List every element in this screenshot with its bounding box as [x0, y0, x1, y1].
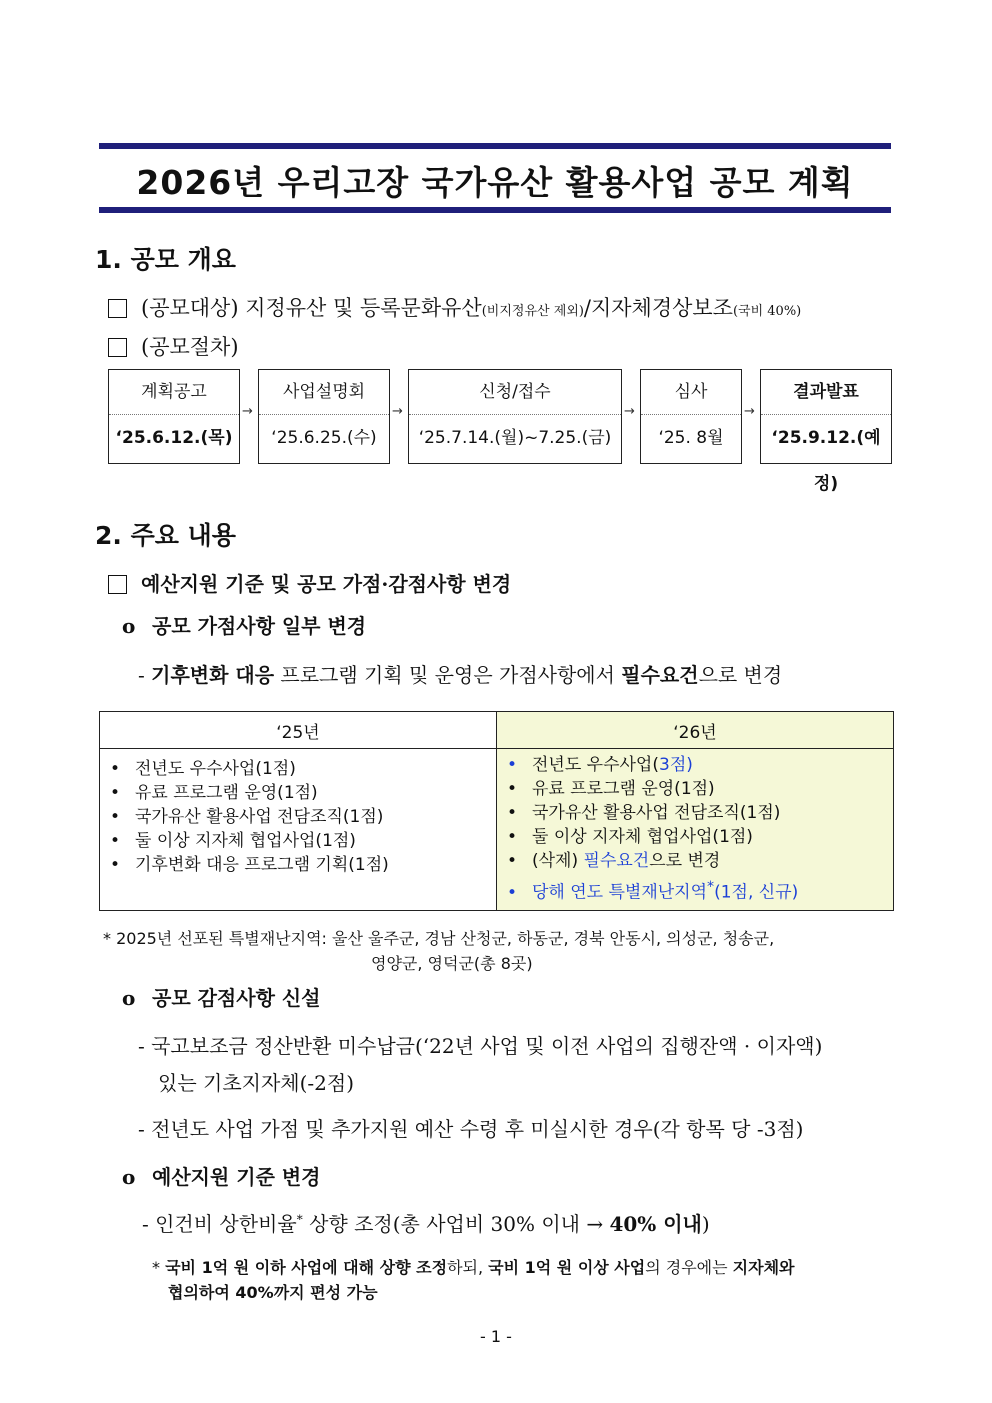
page-number: - 1 - — [480, 1327, 512, 1346]
bullet2-label: 공모 감점사항 신설 — [152, 986, 321, 1010]
title-bar — [99, 143, 891, 213]
circle-bullet-icon: o — [122, 986, 136, 1010]
list-item: • 당해 연도 특별재난지역*(1점, 신규) — [507, 873, 893, 907]
procedure-line — [108, 331, 239, 361]
target-small-2: (국비 40%) — [732, 304, 802, 319]
flow-step-label: 계획공고 — [109, 370, 239, 415]
target-mid: /지자체경상보조 — [583, 296, 733, 320]
footnote-1-line2: 영양군, 영덕군(총 8곳) — [371, 954, 533, 973]
flow-step-label: 사업설명회 — [259, 370, 389, 415]
list-item: • 유료 프로그램 운영(1점) — [507, 777, 893, 801]
procedure-label: (공모절차) — [141, 335, 239, 359]
circle-bullet-icon: o — [122, 1165, 136, 1189]
table-header-row — [100, 712, 894, 749]
table-cell-2026 — [497, 749, 894, 911]
flow-step-date: ‘25.7.14.(월)~7.25.(금) — [418, 428, 612, 448]
list-item: • 둘 이상 지자체 협업사업(1점) — [110, 829, 496, 853]
flow-step-label: 결과발표 — [761, 370, 891, 415]
bullet2-line — [122, 982, 321, 1011]
list-item: • 둘 이상 지자체 협업사업(1점) — [507, 825, 893, 849]
arrow-right-icon: → — [744, 404, 755, 419]
bullet3-label: 예산지원 기준 변경 — [152, 1165, 321, 1189]
flow-step-2 — [258, 369, 390, 464]
flow-step-3 — [408, 369, 622, 464]
target-line — [108, 292, 801, 322]
dash1-bold1: 기후변화 대응 — [151, 663, 275, 687]
list-item: • 기후변화 대응 프로그램 기획(1점) — [110, 853, 496, 877]
table-col-2026: ‘26년 — [497, 712, 894, 749]
dash2-line2: 있는 기초지자체(-2점) — [158, 1071, 355, 1095]
flow-step-date: ‘25.6.25.(수) — [271, 428, 377, 448]
flow-step-4 — [640, 369, 742, 464]
footnote-2-line1: * 국비 1억 원 이하 사업에 대해 상향 조정하되, 국비 1억 원 이상 사업의 경우에는 지자체와 — [152, 1258, 795, 1277]
bullet1-label: 공모 가점사항 일부 변경 — [152, 614, 367, 638]
comparison-table — [99, 711, 894, 911]
target-prefix: (공모대상) 지정유산 및 등록문화유산 — [141, 296, 482, 320]
dash-icon: - — [138, 663, 152, 687]
table-row — [100, 749, 894, 911]
list-item: • (삭제) 필수요건으로 변경 — [507, 849, 893, 873]
flow-step-label: 신청/접수 — [409, 370, 621, 415]
checkbox-square-icon — [108, 299, 127, 318]
sub1-label: 예산지원 기준 및 공모 가점·감점사항 변경 — [141, 572, 512, 596]
flow-step-date: ‘25.6.12.(목) — [115, 428, 233, 448]
dash3-line: - 전년도 사업 가점 및 추가지원 예산 수령 후 미실시한 경우(각 항목 당 -3점) — [138, 1117, 804, 1141]
dash2-line1: - 국고보조금 정산반환 미수납금(‘22년 사업 및 이전 사업의 집행잔액 · 이자액) — [138, 1034, 823, 1058]
list-item: • 전년도 우수사업(1점) — [110, 757, 496, 781]
document-title: 2026년 우리고장 국가유산 활용사업 공모 계획 — [136, 163, 854, 202]
dash1-bold2: 필수요건 — [621, 663, 699, 687]
list-item: • 전년도 우수사업(3점) — [507, 753, 893, 777]
flow-step-1 — [108, 369, 240, 464]
section2-heading: 2. 주요 내용 — [95, 521, 236, 550]
bullet3-line — [122, 1161, 321, 1190]
footnote-2-line2: 협의하여 40%까지 편성 가능 — [168, 1283, 378, 1302]
table-col-2025: ‘25년 — [100, 712, 497, 749]
list-item: • 국가유산 활용사업 전담조직(1점) — [110, 805, 496, 829]
circle-bullet-icon: o — [122, 614, 136, 638]
checkbox-square-icon — [108, 575, 127, 594]
flow-step-5 — [760, 369, 892, 494]
list-item: • 유료 프로그램 운영(1점) — [110, 781, 496, 805]
target-small-1: (비지정유산 제외) — [481, 304, 584, 319]
flow-step-label: 심사 — [641, 370, 741, 415]
checkbox-square-icon — [108, 338, 127, 357]
dash1-text2: 으로 변경 — [698, 663, 783, 687]
dash4-line: - 인건비 상한비율* 상향 조정(총 사업비 30% 이내 → 40% 이내) — [142, 1212, 710, 1236]
flow-step-date: ‘25.9.12.(예정) — [771, 428, 881, 494]
arrow-right-icon: → — [392, 404, 403, 419]
section1-heading: 1. 공모 개요 — [95, 245, 236, 274]
dash1-text1: 프로그램 기획 및 운영은 가점사항에서 — [274, 663, 622, 687]
dash1-line — [138, 659, 782, 688]
arrow-right-icon: → — [624, 404, 635, 419]
arrow-right-icon: → — [242, 404, 253, 419]
list-item: • 국가유산 활용사업 전담조직(1점) — [507, 801, 893, 825]
footnote-1-line1: * 2025년 선포된 특별재난지역: 울산 울주군, 경남 산청군, 하동군, 경북 안동시, 의성군, 청송군, — [103, 929, 775, 948]
flow-step-date: ‘25. 8월 — [658, 428, 724, 448]
bullet1-line — [122, 610, 366, 639]
table-cell-2025 — [100, 749, 497, 911]
sub1-line — [108, 568, 511, 597]
